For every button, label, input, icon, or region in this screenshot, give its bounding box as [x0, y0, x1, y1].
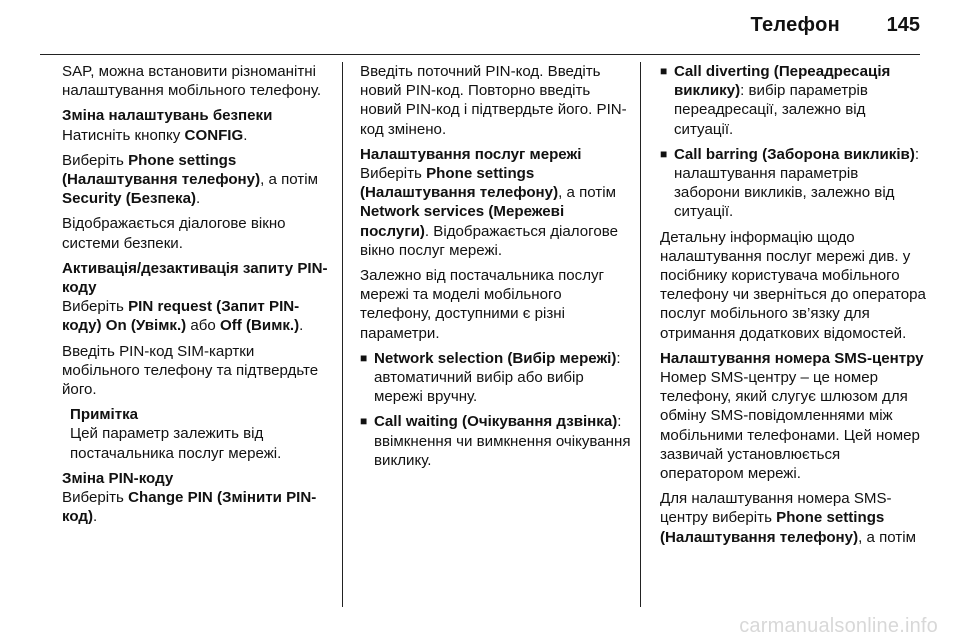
bullet-icon: ■: [660, 64, 668, 78]
enter-pin-paragraph: Введіть поточний PIN-код. Введіть новий PIN-код. Повторно введіть новий PIN-код і підтвердьте його. PIN-код змінено.: [360, 63, 627, 138]
pin-request-heading: Активація/дезактивація запиту PIN-коду: [62, 259, 328, 297]
call-options-list: [660, 62, 928, 222]
change-pin-heading: Зміна PIN-коду: [62, 469, 174, 487]
header-divider: [40, 54, 920, 55]
security-dialog-paragraph: Відображається діалогове вікно системи безпеки.: [62, 215, 286, 252]
sms-setup-paragraph: Для налаштування номера SMS-центру виберіть Phone settings (Налаштування телефону), а потім: [660, 490, 916, 546]
network-options-list: [360, 349, 634, 470]
security-select-paragraph: Виберіть Phone settings (Налаштування телефону), а потім Security (Безпека).: [62, 151, 318, 208]
watermark: carmanualsonline.info: [739, 615, 938, 637]
page-header: [0, 0, 960, 58]
note-title: Примітка: [70, 406, 139, 424]
list-item: ■ Network selection (Вибір мережі): автоматичний вибір або вибір мережі вручну.: [360, 349, 621, 406]
bullet-icon: ■: [660, 146, 668, 161]
page-number: 145: [886, 14, 920, 36]
security-press-paragraph: Натисніть кнопку CONFIG.: [62, 126, 248, 144]
bullet-icon: ■: [360, 350, 368, 365]
details-paragraph: Детальну інформацію щодо налаштування послуг мережі див. у посібнику користувача мобільного телефону чи зверніться до оператора послуг мобільного зв’язку для отримання додаткових відомостей.: [660, 228, 926, 342]
column-3: [660, 62, 928, 553]
column-divider-2: [640, 62, 641, 607]
bullet-icon: ■: [360, 414, 368, 429]
column-2: [360, 62, 634, 476]
pin-request-paragraph: Виберіть PIN request (Запит PIN-коду) On (Увімк.) або Off (Вимк.).: [62, 298, 304, 335]
network-select-paragraph: Виберіть Phone settings (Налаштування телефону), а потім Network services (Мережеві послуги). Відображається діалогове вікно послуг мережі.: [360, 165, 618, 259]
network-heading: Налаштування послуг мережі: [360, 145, 582, 163]
column-1: [62, 62, 330, 532]
security-heading: Зміна налаштувань безпеки: [62, 107, 273, 125]
depends-paragraph: Залежно від постачальника послуг мережі та моделі мобільного телефону, доступними є різні параметри.: [360, 267, 605, 342]
note-text: Цей параметр залежить від постачальника послуг мережі.: [70, 425, 282, 462]
sms-center-paragraph: Номер SMS-центру – це номер телефону, який слугує шлюзом для обміну SMS-повідомленнями між мобільними телефонами. Цей номер зазвичай установлюється оператором мережі.: [660, 369, 920, 483]
page-title: Телефон: [750, 14, 840, 36]
note-box: [62, 405, 330, 463]
intro-paragraph: SAP, можна встановити різноманітні налаштування мобільного телефону.: [62, 63, 322, 100]
list-item: ■ Call diverting (Переадресація виклику): вибір параметрів переадресації, залежно від ситуації.: [660, 63, 891, 138]
change-pin-paragraph: Виберіть Change PIN (Змінити PIN-код).: [62, 489, 317, 526]
column-divider-1: [342, 62, 343, 607]
sms-center-heading: Налаштування номера SMS-центру: [660, 349, 924, 367]
config-key-label: CONFIG: [184, 126, 244, 144]
pin-enter-paragraph: Введіть PIN-код SIM-картки мобільного телефону та підтвердьте його.: [62, 342, 319, 399]
list-item: ■ Call barring (Заборона викликів): налаштування параметрів заборони викликів, залежно від ситуації.: [660, 145, 920, 221]
list-item: ■ Call waiting (Очікування дзвінка): ввімкнення чи вимкнення очікування виклику.: [360, 413, 631, 469]
